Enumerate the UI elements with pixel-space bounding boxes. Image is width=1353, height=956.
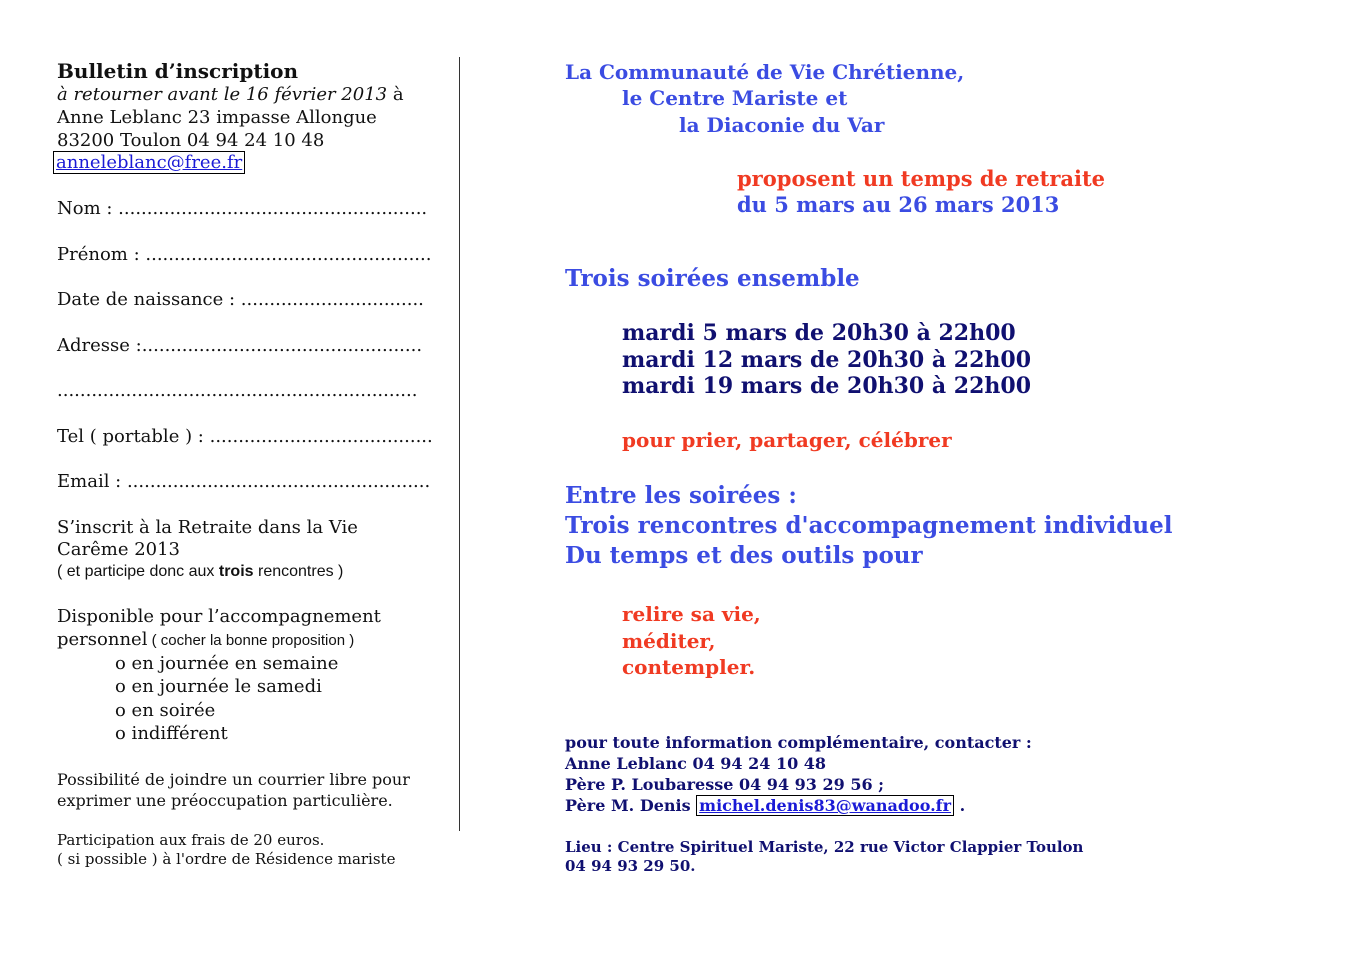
participation-line-2: ( si possible ) à l'ordre de Résidence mariste	[57, 850, 396, 868]
soiree-1: mardi 5 mars de 20h30 à 22h00	[622, 320, 1016, 346]
disponible-line-2	[57, 629, 354, 650]
entre-line-2: Trois rencontres d'accompagnement individuel	[565, 512, 1173, 539]
form-title: Bulletin d’inscription	[57, 59, 299, 83]
inscrit-line-1: S’inscrit à la Retraite dans la Vie	[57, 517, 358, 538]
field-adresse-2[interactable]: ...............................................................	[57, 380, 418, 401]
inscrit-line-2: Carême 2013	[57, 539, 181, 560]
contact-anne: Anne Leblanc 04 94 24 10 48	[565, 754, 827, 773]
option-soiree[interactable]: o en soirée	[115, 700, 216, 721]
org-line-2: le Centre Mariste et	[622, 86, 848, 110]
participation-line-1: Participation aux frais de 20 euros.	[57, 831, 325, 849]
contact-denis-name: Père M. Denis	[565, 796, 697, 815]
soiree-3: mardi 19 mars de 20h30 à 22h00	[622, 373, 1032, 399]
lieu-line-1: Lieu : Centre Spirituel Mariste, 22 rue Victor Clappier Toulon	[565, 838, 1084, 856]
participe-bold: trois	[218, 563, 254, 580]
return-instructions	[57, 84, 404, 105]
field-adresse[interactable]: Adresse :.................................................	[57, 335, 423, 356]
participe-suffix: rencontres )	[253, 563, 344, 580]
column-divider	[459, 57, 460, 831]
contact-denis	[565, 796, 965, 815]
return-date: à retourner avant le 16 février 2013	[57, 84, 388, 105]
entre-line-3: Du temps et des outils pour	[565, 542, 923, 569]
org-line-3: la Diaconie du Var	[679, 113, 885, 137]
outil-relire: relire sa vie,	[622, 602, 761, 626]
disponible-line-1: Disponible pour l’accompagnement	[57, 606, 381, 627]
denis-email-link[interactable]: michel.denis83@wanadoo.fr	[696, 795, 954, 816]
disponible-text: personnel	[57, 629, 148, 650]
option-indifferent[interactable]: o indifférent	[115, 723, 228, 744]
address-line-1: Anne Leblanc 23 impasse Allongue	[57, 107, 377, 128]
field-tel[interactable]: Tel ( portable ) : .......................................	[57, 426, 433, 447]
field-prenom[interactable]: Prénom : ..................................................	[57, 244, 432, 265]
outil-mediter: méditer,	[622, 629, 716, 653]
field-date-naissance[interactable]: Date de naissance : ................................	[57, 289, 424, 310]
participe-note	[57, 563, 343, 581]
soirees-purpose: pour prier, partager, célébrer	[622, 428, 952, 452]
org-line-1: La Communauté de Vie Chrétienne,	[565, 60, 965, 84]
participe-prefix: ( et participe donc aux	[57, 563, 219, 580]
courrier-line-2: exprimer une préoccupation particulière.	[57, 791, 393, 810]
propose-line: proposent un temps de retraite	[737, 166, 1106, 191]
courrier-line-1: Possibilité de joindre un courrier libre pour	[57, 770, 410, 789]
field-nom[interactable]: Nom : ......................................................	[57, 198, 428, 219]
entre-line-1: Entre les soirées :	[565, 482, 797, 509]
option-samedi[interactable]: o en journée le samedi	[115, 676, 322, 697]
field-email[interactable]: Email : .....................................................	[57, 471, 431, 492]
outil-contempler: contempler.	[622, 655, 756, 679]
address-line-2: 83200 Toulon 04 94 24 10 48	[57, 130, 325, 151]
option-semaine[interactable]: o en journée en semaine	[115, 653, 339, 674]
soiree-2: mardi 12 mars de 20h30 à 22h00	[622, 347, 1032, 373]
lieu-line-2: 04 94 93 29 50.	[565, 857, 696, 875]
disponible-note: ( cocher la bonne proposition )	[147, 632, 355, 649]
contact-denis-suffix: .	[954, 796, 966, 815]
dates-line: du 5 mars au 26 mars 2013	[737, 192, 1060, 217]
info-title: pour toute information complémentaire, contacter :	[565, 733, 1032, 752]
return-suffix: à	[387, 84, 404, 105]
contact-loubaresse: Père P. Loubaresse 04 94 93 29 56 ;	[565, 775, 885, 794]
email-link[interactable]: anneleblanc@free.fr	[53, 151, 245, 174]
soirees-title: Trois soirées ensemble	[565, 265, 860, 292]
